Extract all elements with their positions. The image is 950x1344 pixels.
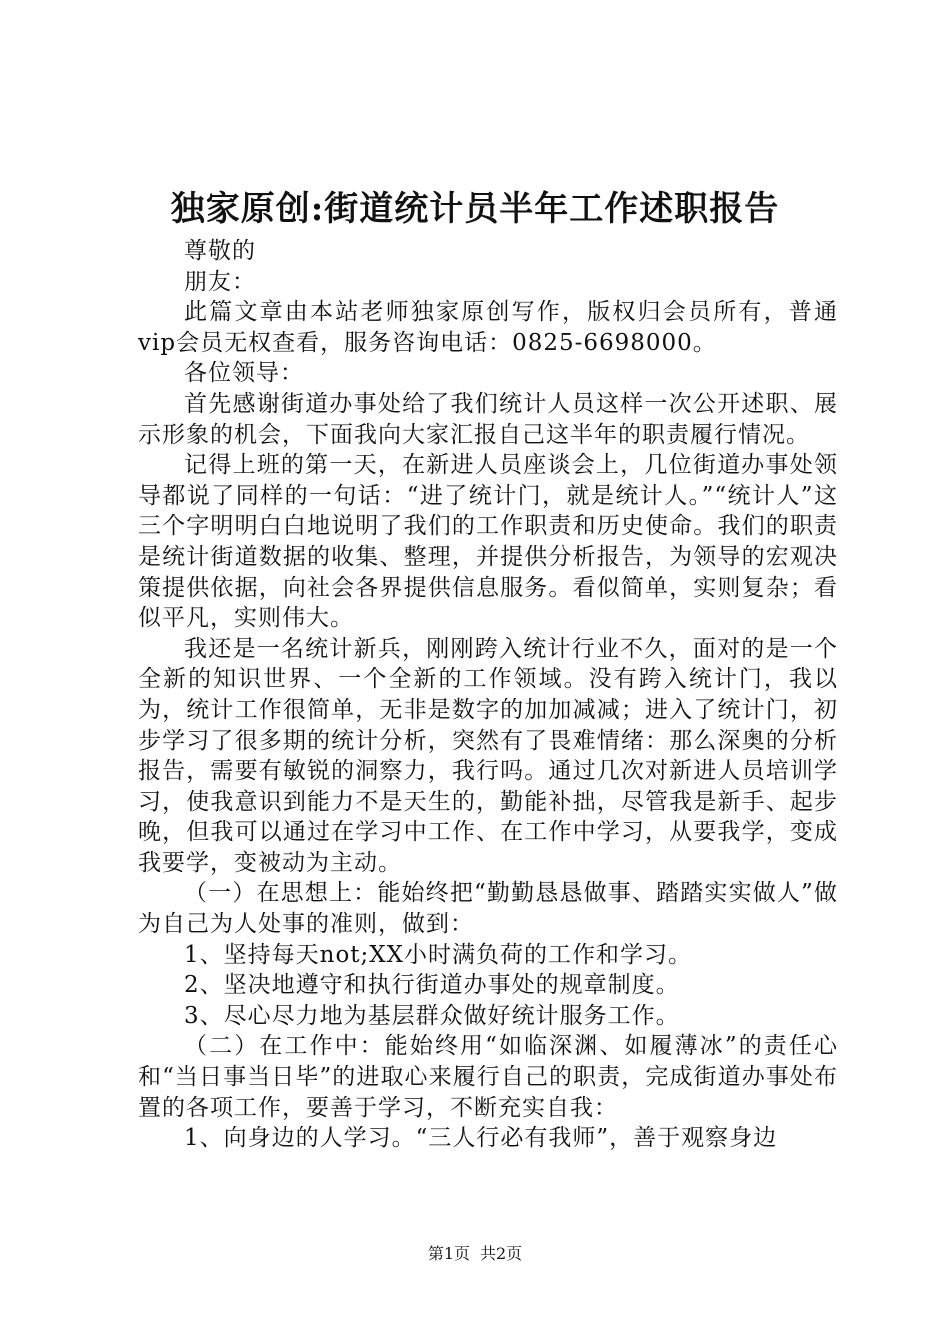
paragraph: （一）在思想上：能始终把“勤勤恳恳做事、踏踏实实做人”做为自己为人处事的准则，做到：	[138, 880, 838, 938]
page-total: 共2页	[480, 1244, 523, 1263]
paragraph: 尊敬的	[184, 238, 256, 264]
paragraph: 各位领导：	[184, 360, 304, 387]
paragraph: 1、向身边的人学习。“三人行必有我师”，善于观察身边	[184, 1125, 778, 1152]
paragraph: 朋友：	[184, 268, 256, 295]
paragraph: 1、坚持每天not;XX小时满负荷的工作和学习。	[184, 941, 693, 968]
paragraph: 此篇文章由本站老师独家原创写作，版权归会员所有，普通vip会员无权查看，服务咨询电话：0825-6698000。	[138, 299, 838, 356]
paragraph: 2、坚决地遵守和执行街道办事处的规章制度。	[184, 972, 680, 999]
paragraph: 3、尽心尽力地为基层群众做好统计服务工作。	[184, 1002, 680, 1029]
document-title: 独家原创:街道统计员半年工作述职报告	[170, 189, 780, 229]
paragraph: 首先感谢街道办事处给了我们统计人员这样一次公开述职、展示形象的机会，下面我向大家汇报自己这半年的职责履行情况。	[138, 390, 838, 448]
page-number: 第1页	[427, 1244, 470, 1263]
paragraph: 我还是一名统计新兵，刚刚跨入统计行业不久，面对的是一个全新的知识世界、一个全新的工作领域。没有跨入统计门，我以为，统计工作很简单，无非是数字的加加减减；进入了统计门，初步学习了很多期的统计分析，突然有了畏难情绪：那么深奥的分析报告，需要有敏锐的洞察力，我行吗。通过几次对新进人员培训学习，使我意识到能力不是天生的，勤能补拙，尽管我是新手、起步晚，但我可以通过在学习中工作、在工作中学习，从要我学，变成我要学，变被动为主动。	[138, 635, 838, 876]
page-footer	[0, 1242, 950, 1266]
paragraph: （二）在工作中：能始终用“如临深渊、如履薄冰”的责任心和“当日事当日毕”的进取心来履行自己的职责，完成街道办事处布置的各项工作，要善于学习，不断充实自我：	[138, 1033, 838, 1121]
paragraph: 记得上班的第一天，在新进人员座谈会上，几位街道办事处领导都说了同样的一句话：“进了统计门，就是统计人。”“统计人”这三个字明明白白地说明了我们的工作职责和历史使命。我们的职责是统计街道数据的收集、整理，并提供分析报告，为领导的宏观决策提供依据，向社会各界提供信息服务。看似简单，实则复杂；看似平凡，实则伟大。	[138, 452, 838, 632]
document-body	[138, 236, 838, 1154]
